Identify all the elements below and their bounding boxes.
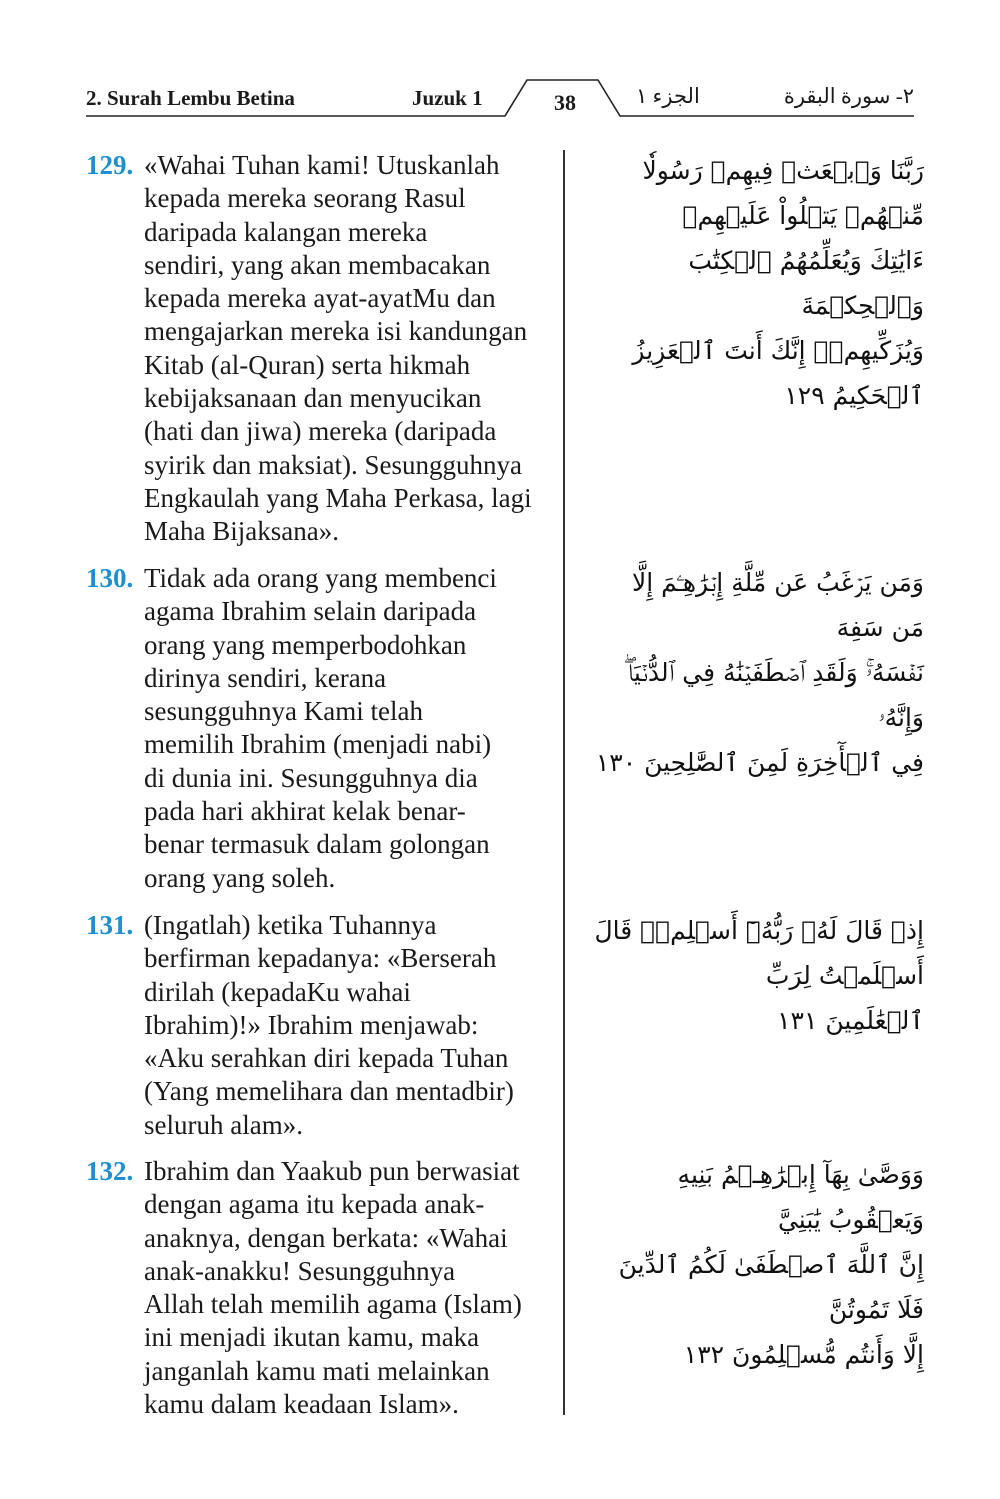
column-divider	[563, 150, 565, 1415]
surah-title-arabic: ٢- سورة البقرة	[783, 84, 914, 108]
verse-131-arabic: إِذۡ قَالَ لَهُۥ رَبُّهُۥٓ أَسۡلِمۡۖ قَالَ أَسۡلَمۡتُ لِرَبِّ ٱلۡعَٰلَمِينَ ١٣١	[594, 916, 924, 1035]
verse-translation: (Ingatlah) ketika Tuhannya berfirman kepadanya: «Berserah dirilah (kepadaKu wahai Ibrahim)!» Ibrahim menjawab: «Aku serahkan diri kepada Tuhan (Yang memelihara dan mentadbir) seluruh alam».	[144, 910, 514, 1140]
juz-label-latin: Juzuk 1	[412, 86, 483, 110]
verse-132	[86, 1155, 561, 1421]
verse-number: 132.	[86, 1156, 134, 1186]
verse-number: 130.	[86, 563, 134, 593]
verse-number: 131.	[86, 910, 134, 940]
juz-label-arabic: الجزء ١	[636, 84, 700, 108]
verse-number: 129.	[86, 150, 134, 180]
verse-130-arabic: وَمَن يَرۡغَبُ عَن مِّلَّةِ إِبۡرَٰهِـۧمَ إِلَّا مَن سَفِهَ نَفۡسَهُۥۚ وَلَقَدِ ٱصۡطَفَيۡنَٰهُ فِي ٱلدُّنۡيَاۖ وَإِنَّهُۥ فِي ٱلۡأٓخِرَةِ لَمِنَ ٱلصَّٰلِحِينَ ١٣٠	[595, 568, 924, 777]
verse-129	[86, 149, 561, 549]
surah-title-latin: 2. Surah Lembu Betina	[86, 86, 295, 110]
verse-translation: Ibrahim dan Yaakub pun berwasiat dengan agama itu kepada anak- anaknya, dengan berkata: «Wahai anak-anakku! Sesungguhnya Allah telah memilih agama (Islam) ini menjadi ikutan kamu, maka janganlah kamu mati melainkan kamu dalam keadaan Islam».	[144, 1156, 522, 1420]
verse-translation: Tidak ada orang yang membenci agama Ibrahim selain daripada orang yang memperbodohkan dirinya sendiri, kerana sesungguhnya Kami telah memilih Ibrahim (menjadi nabi) di dunia ini. Sesungguhnya dia pada hari akhirat kelak benar- benar termasuk dalam golongan orang yang soleh.	[144, 563, 497, 893]
verse-130	[86, 562, 561, 895]
verse-131	[86, 909, 561, 1142]
verse-129-arabic: رَبَّنَا وَٱبۡعَثۡ فِيهِمۡ رَسُولٗا مِّنۡهُمۡ يَتۡلُواْ عَلَيۡهِمۡ ءَايَٰتِكَ وَيُعَلِّمُهُمُ ٱلۡكِتَٰبَ وَٱلۡحِكۡمَةَ وَيُزَكِّيهِمۡۖ إِنَّكَ أَنتَ ٱلۡعَزِيزُ ٱلۡحَكِيمُ ١٢٩	[632, 156, 924, 410]
page-header	[0, 0, 1000, 125]
page-number: 38	[554, 90, 576, 115]
verse-translation: «Wahai Tuhan kami! Utuskanlah kepada mereka seorang Rasul daripada kalangan mereka sendiri, yang akan membacakan kepada mereka ayat-ayatMu dan mengajarkan mereka isi kandungan Kitab (al-Quran) serta hikmah kebijaksanaan dan menyucikan (hati dan jiwa) mereka (daripada syirik dan maksiat). Sesungguhnya Engkaulah yang Maha Perkasa, lagi Maha Bijaksana».	[144, 150, 532, 547]
verse-132-arabic: وَوَصَّىٰ بِهَآ إِبۡرَٰهِـۧمُ بَنِيهِ وَيَعۡقُوبُ يَٰبَنِيَّ إِنَّ ٱللَّهَ ٱصۡطَفَىٰ لَكُمُ ٱلدِّينَ فَلَا تَمُوتُنَّ إِلَّا وَأَنتُم مُّسۡلِمُونَ ١٣٢	[618, 1160, 924, 1369]
